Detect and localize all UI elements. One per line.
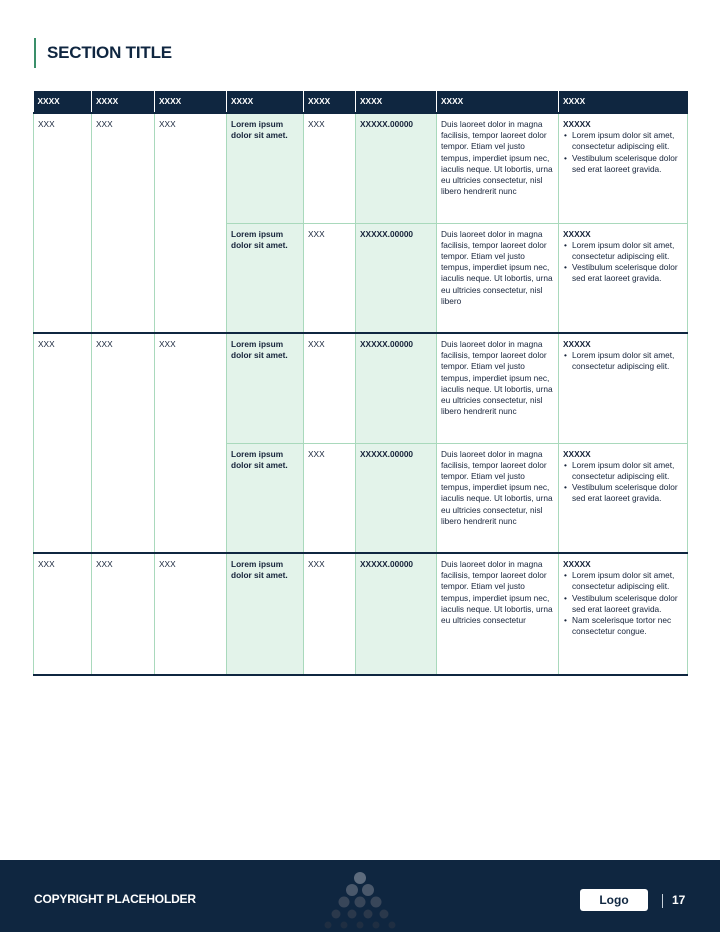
list-item: • Lorem ipsum dolor sit amet, consectetur adipiscing elit. (572, 130, 683, 152)
cell-description: Duis laoreet dolor in magna facilisis, tempor laoreet dolor tempor. Etiam vel justo tempus, imperdiet ipsum nec, iaculis neque. Ut lobortis, urna eu ultricies consectetur, nisl libero hendrerit nunc (437, 113, 559, 223)
cell-notes (559, 443, 688, 553)
table-row (34, 553, 688, 675)
cell-notes (559, 553, 688, 675)
cell-name: Lorem ipsum dolor sit amet. (227, 333, 304, 443)
section-title-bar (34, 38, 172, 68)
notes-list (563, 240, 683, 285)
page-footer (0, 860, 720, 932)
list-item: • Vestibulum scelerisque dolor sed erat laoreet gravida. (572, 593, 683, 615)
cell-group-col2: XXX (92, 333, 155, 553)
cell-value: XXXXX.00000 (356, 223, 437, 333)
cell-name: Lorem ipsum dolor sit amet. (227, 443, 304, 553)
notes-title: XXXXX (563, 448, 591, 459)
cell-group-col3: XXX (155, 113, 227, 333)
cell-notes (559, 333, 688, 443)
logo-badge: Logo (580, 889, 648, 911)
cell-description: Duis laoreet dolor in magna facilisis, tempor laoreet dolor tempor. Etiam vel justo tempus, imperdiet ipsum nec, iaculis neque. Ut lobortis, urna eu ultricies consectetur, nisl libero (437, 223, 559, 333)
cell-code: XXX (304, 113, 356, 223)
notes-title: XXXXX (563, 339, 591, 349)
column-header: XXXX (559, 91, 688, 113)
cell-description: Duis laoreet dolor in magna facilisis, tempor laoreet dolor tempor. Etiam vel justo tempus, imperdiet ipsum nec, iaculis neque. Ut lobortis, urna eu ultricies consectetur, nisl libero hendrerit nunc (437, 443, 559, 553)
table-row (34, 333, 688, 443)
dot-pattern-graphic (310, 868, 410, 932)
copyright-text: COPYRIGHT PLACEHOLDER (34, 892, 196, 906)
cell-group-col3: XXX (155, 553, 227, 675)
cell-code: XXX (304, 443, 356, 553)
cell-name: Lorem ipsum dolor sit amet. (227, 553, 304, 675)
column-header: XXXX (356, 91, 437, 113)
cell-value: XXXXX.00000 (356, 113, 437, 223)
column-header: XXXX (92, 91, 155, 113)
data-table (33, 91, 688, 676)
cell-code: XXX (304, 223, 356, 333)
list-item: • Vestibulum scelerisque dolor sed erat laoreet gravida. (572, 262, 683, 284)
cell-group-col2: XXX (92, 553, 155, 675)
notes-list (563, 570, 683, 637)
notes-list (563, 460, 683, 505)
column-header: XXXX (304, 91, 356, 113)
column-header: XXXX (227, 91, 304, 113)
notes-list (563, 350, 683, 372)
cell-group-col1: XXX (34, 553, 92, 675)
list-item: • Vestibulum scelerisque dolor sed erat laoreet gravida. (572, 482, 683, 504)
list-item: • Nam scelerisque tortor nec consectetur congue. (572, 615, 683, 637)
section-title: SECTION TITLE (47, 43, 172, 62)
cell-value: XXXXX.00000 (356, 443, 437, 553)
cell-value: XXXXX.00000 (356, 333, 437, 443)
list-item: • Vestibulum scelerisque dolor sed erat laoreet gravida. (572, 153, 683, 175)
notes-title: XXXXX (563, 559, 591, 569)
cell-code: XXX (304, 333, 356, 443)
cell-name: Lorem ipsum dolor sit amet. (227, 113, 304, 223)
list-item: • Lorem ipsum dolor sit amet, consectetur adipiscing elit. (572, 570, 683, 592)
column-header: XXXX (34, 91, 92, 113)
column-header: XXXX (437, 91, 559, 113)
column-header: XXXX (155, 91, 227, 113)
table-header-row (34, 91, 688, 113)
list-item: • Lorem ipsum dolor sit amet, consectetur adipiscing elit. (572, 460, 683, 482)
notes-title: XXXXX (563, 119, 591, 129)
list-item: • Lorem ipsum dolor sit amet, consectetur adipiscing elit. (572, 350, 683, 372)
list-item: • Lorem ipsum dolor sit amet, consectetur adipiscing elit. (572, 240, 683, 262)
cell-notes (559, 223, 688, 333)
table-row (34, 113, 688, 223)
notes-list (563, 130, 683, 175)
notes-title: XXXXX (563, 228, 591, 239)
footer-divider (662, 894, 663, 908)
cell-group-col1: XXX (34, 333, 92, 553)
cell-description: Duis laoreet dolor in magna facilisis, tempor laoreet dolor tempor. Etiam vel justo tempus, imperdiet ipsum nec, iaculis neque. Ut lobortis, urna eu ultricies consectetur, nisl libero hendrerit nunc (437, 333, 559, 443)
cell-name: Lorem ipsum dolor sit amet. (227, 223, 304, 333)
cell-notes (559, 113, 688, 223)
cell-group-col1: XXX (34, 113, 92, 333)
page-number: 17 (672, 893, 686, 907)
cell-code: XXX (304, 553, 356, 675)
cell-value: XXXXX.00000 (356, 553, 437, 675)
cell-group-col3: XXX (155, 333, 227, 553)
cell-group-col2: XXX (92, 113, 155, 333)
cell-description: Duis laoreet dolor in magna facilisis, tempor laoreet dolor tempor. Etiam vel justo tempus, imperdiet ipsum nec, iaculis neque. Ut lobortis, urna eu ultricies consectetur (437, 553, 559, 675)
